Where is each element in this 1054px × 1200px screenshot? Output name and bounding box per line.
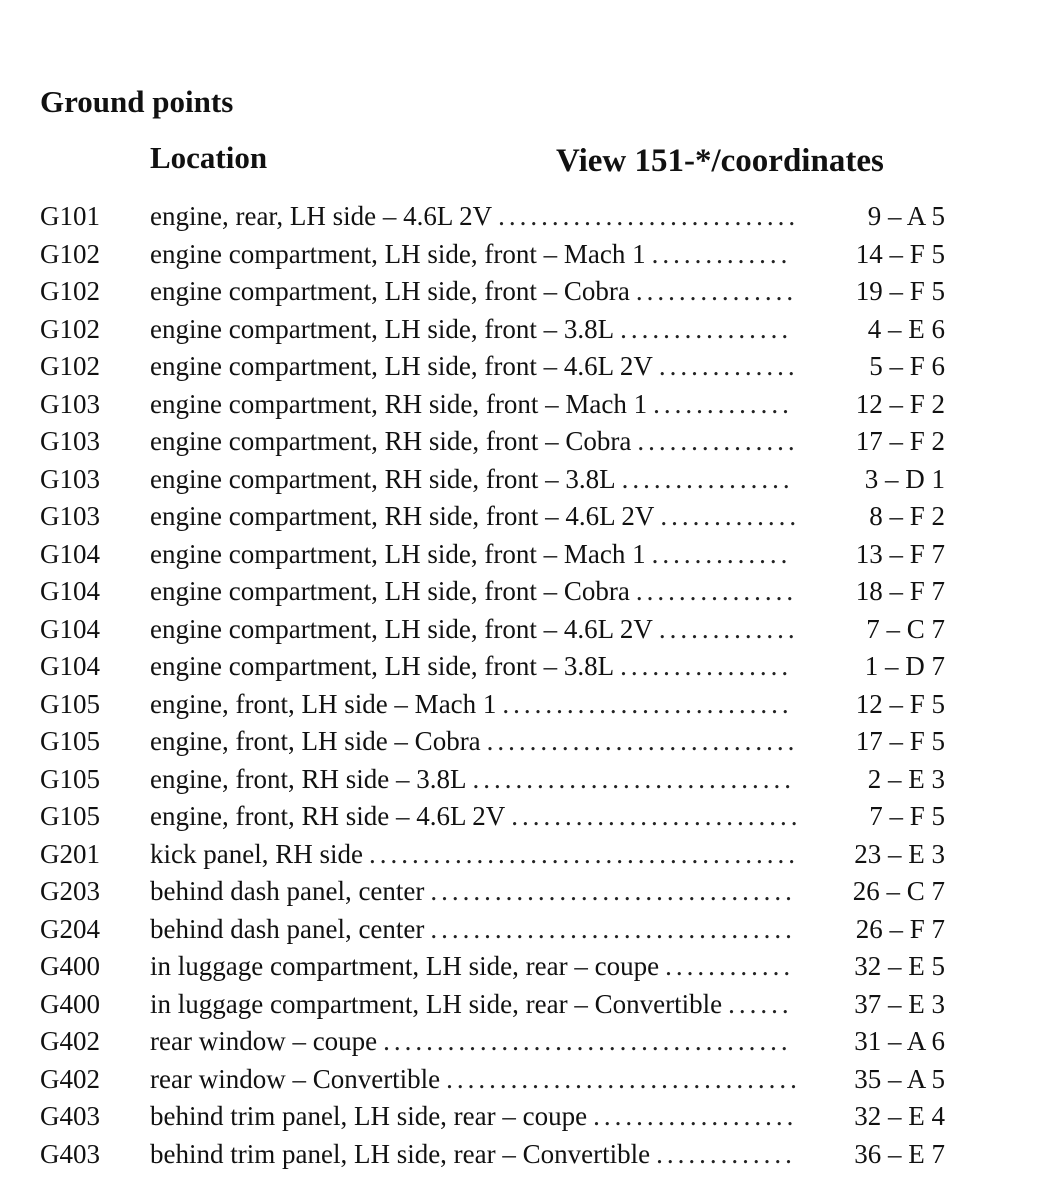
view-column-header: View 151-*/coordinates (556, 143, 884, 179)
dot-leader: ................ (621, 463, 794, 494)
view-coordinates: 36 – E 7 (854, 1138, 945, 1169)
view-coordinates: 13 – F 7 (855, 538, 945, 569)
ground-point-location (150, 423, 810, 461)
location-text: engine compartment, RH side, front – 4.6L 2V (150, 501, 655, 531)
ground-point-row (40, 461, 950, 499)
section-title: Ground points (40, 84, 234, 119)
ground-points-list (40, 198, 950, 1173)
view-coordinates: 12 – F 5 (855, 688, 945, 719)
view-coordinates: 19 – F 5 (855, 276, 945, 306)
ground-point-id: G204 (40, 913, 100, 944)
ground-point-location (150, 648, 810, 686)
location-text: engine compartment, LH side, front – Cobra (150, 576, 630, 606)
location-text: engine compartment, LH side, front – 4.6L 2V (150, 613, 653, 644)
ground-point-location (150, 536, 810, 574)
ground-point-location (150, 686, 810, 724)
view-coordinates: 3 – D 1 (864, 463, 945, 494)
ground-point-id: G402 (40, 1026, 100, 1056)
dot-leader: ............. (651, 538, 792, 569)
view-coordinates: 7 – F 5 (869, 801, 945, 831)
view-coordinates: 32 – E 4 (854, 1101, 945, 1131)
ground-point-id: G402 (40, 1063, 100, 1094)
ground-point-row (40, 573, 950, 611)
ground-point-row (40, 1136, 950, 1174)
dot-leader: ...... (728, 988, 793, 1019)
location-text: engine compartment, LH side, front – Mach 1 (150, 238, 646, 269)
location-text: engine, front, LH side – Cobra (150, 726, 481, 756)
location-text: engine, front, RH side – 3.8L (150, 763, 467, 794)
ground-point-row (40, 1061, 950, 1099)
view-coordinates: 31 – A 6 (854, 1026, 945, 1056)
ground-point-id: G105 (40, 726, 100, 756)
view-coordinates: 1 – D 7 (864, 651, 945, 681)
ground-point-row (40, 1023, 950, 1061)
ground-point-id: G103 (40, 501, 100, 531)
location-text: behind dash panel, center (150, 913, 425, 944)
ground-point-id: G103 (40, 463, 100, 494)
ground-point-location (150, 461, 810, 499)
dot-leader: .................................. (430, 913, 796, 944)
ground-point-id: G101 (40, 201, 100, 231)
ground-point-location (150, 573, 810, 611)
ground-point-row (40, 686, 950, 724)
location-text: engine compartment, RH side, front – Cobra (150, 426, 632, 456)
ground-point-location (150, 836, 810, 874)
ground-point-row (40, 423, 950, 461)
view-coordinates: 26 – C 7 (852, 876, 945, 906)
view-coordinates: 17 – F 2 (855, 426, 945, 456)
location-text: engine compartment, LH side, front – 3.8L (150, 313, 615, 344)
ground-point-location (150, 948, 810, 986)
view-coordinates: 32 – E 5 (854, 951, 945, 981)
dot-leader: ............. (653, 388, 793, 419)
ground-point-location (150, 911, 810, 949)
ground-point-id: G105 (40, 763, 100, 794)
ground-point-id: G104 (40, 576, 100, 606)
dot-leader: ............................ (498, 201, 800, 231)
ground-point-id: G105 (40, 801, 100, 831)
location-text: behind dash panel, center (150, 876, 425, 906)
dot-leader: .................................. (430, 876, 796, 906)
location-text: engine compartment, LH side, front – Cobra (150, 276, 630, 306)
ground-point-id: G400 (40, 988, 100, 1019)
ground-point-row (40, 836, 950, 874)
view-coordinates: 26 – F 7 (855, 913, 945, 944)
ground-point-id: G104 (40, 651, 100, 681)
ground-point-location (150, 348, 810, 386)
ground-point-location (150, 873, 810, 911)
ground-point-id: G104 (40, 538, 100, 569)
ground-point-id: G105 (40, 688, 100, 719)
ground-point-row (40, 761, 950, 799)
dot-leader: ............. (658, 351, 799, 381)
ground-point-row (40, 236, 950, 274)
dot-leader: ........................................ (368, 838, 799, 869)
ground-point-location (150, 986, 810, 1024)
ground-point-id: G103 (40, 388, 100, 419)
ground-point-row (40, 311, 950, 349)
dot-leader: ............... (635, 576, 798, 606)
ground-point-row (40, 648, 950, 686)
location-text: engine compartment, LH side, front – Mach 1 (150, 538, 646, 569)
dot-leader: ........................... (502, 688, 793, 719)
dot-leader: ............. (660, 501, 801, 531)
ground-point-location (150, 723, 810, 761)
location-text: in luggage compartment, LH side, rear – Convertible (150, 988, 723, 1019)
dot-leader: ............. (656, 1138, 796, 1169)
ground-point-id: G102 (40, 351, 100, 381)
ground-point-row (40, 911, 950, 949)
dot-leader: ............................. (486, 726, 799, 756)
ground-point-location (150, 236, 810, 274)
ground-point-id: G104 (40, 613, 100, 644)
ground-point-row (40, 536, 950, 574)
ground-point-row (40, 723, 950, 761)
ground-point-location (150, 1023, 810, 1061)
ground-point-id: G400 (40, 951, 100, 981)
view-coordinates: 18 – F 7 (855, 576, 945, 606)
location-column-header: Location (150, 140, 268, 175)
dot-leader: .............................. (472, 763, 795, 794)
view-coordinates: 9 – A 5 (867, 201, 945, 231)
view-coordinates: 4 – E 6 (867, 313, 945, 344)
ground-point-row (40, 948, 950, 986)
view-coordinates: 14 – F 5 (855, 238, 945, 269)
location-text: engine compartment, LH side, front – 4.6L 2V (150, 351, 653, 381)
dot-leader: ...................................... (383, 1026, 792, 1056)
dot-leader: ............. (658, 613, 799, 644)
dot-leader: ................ (620, 313, 793, 344)
ground-point-id: G203 (40, 876, 100, 906)
view-coordinates: 12 – F 2 (855, 388, 945, 419)
dot-leader: ............... (635, 276, 798, 306)
ground-point-location (150, 198, 810, 236)
ground-point-row (40, 386, 950, 424)
location-text: behind trim panel, LH side, rear – Convertible (150, 1138, 651, 1169)
view-coordinates: 5 – F 6 (869, 351, 945, 381)
dot-leader: ........................... (511, 801, 802, 831)
view-coordinates: 35 – A 5 (854, 1063, 945, 1094)
location-text: engine, front, RH side – 4.6L 2V (150, 801, 506, 831)
location-text: engine compartment, LH side, front – 3.8L (150, 651, 615, 681)
ground-point-location (150, 611, 810, 649)
ground-point-location (150, 761, 810, 799)
ground-point-row (40, 798, 950, 836)
ground-point-id: G403 (40, 1138, 100, 1169)
location-text: kick panel, RH side (150, 838, 363, 869)
ground-point-row (40, 1098, 950, 1136)
ground-point-row (40, 873, 950, 911)
ground-point-id: G403 (40, 1101, 100, 1131)
location-text: rear window – Convertible (150, 1063, 441, 1094)
ground-point-row (40, 348, 950, 386)
location-text: behind trim panel, LH side, rear – coupe (150, 1101, 588, 1131)
ground-point-location (150, 1098, 810, 1136)
view-coordinates: 7 – C 7 (866, 613, 945, 644)
location-text: rear window – coupe (150, 1026, 378, 1056)
ground-point-location (150, 311, 810, 349)
dot-leader: ............ (665, 951, 795, 981)
ground-point-id: G201 (40, 838, 100, 869)
location-text: engine, front, LH side – Mach 1 (150, 688, 497, 719)
view-coordinates: 23 – E 3 (854, 838, 945, 869)
view-coordinates: 17 – F 5 (855, 726, 945, 756)
view-coordinates: 8 – F 2 (869, 501, 945, 531)
location-text: engine compartment, RH side, front – Mach 1 (150, 388, 648, 419)
ground-point-id: G102 (40, 238, 100, 269)
ground-point-location (150, 386, 810, 424)
ground-point-id: G102 (40, 313, 100, 344)
location-text: engine, rear, LH side – 4.6L 2V (150, 201, 493, 231)
dot-leader: ................................. (446, 1063, 801, 1094)
ground-point-location (150, 498, 810, 536)
ground-point-location (150, 273, 810, 311)
ground-point-row (40, 273, 950, 311)
ground-point-location (150, 1061, 810, 1099)
ground-point-id: G103 (40, 426, 100, 456)
dot-leader: ................... (593, 1101, 798, 1131)
location-text: engine compartment, RH side, front – 3.8L (150, 463, 616, 494)
view-coordinates: 37 – E 3 (854, 988, 945, 1019)
ground-point-id: G102 (40, 276, 100, 306)
ground-point-row (40, 198, 950, 236)
ground-point-row (40, 986, 950, 1024)
ground-point-location (150, 798, 810, 836)
dot-leader: ............. (651, 238, 792, 269)
dot-leader: ................ (620, 651, 793, 681)
dot-leader: ............... (637, 426, 799, 456)
location-text: in luggage compartment, LH side, rear – coupe (150, 951, 660, 981)
view-coordinates: 2 – E 3 (867, 763, 945, 794)
ground-point-row (40, 498, 950, 536)
ground-point-row (40, 611, 950, 649)
ground-point-location (150, 1136, 810, 1174)
